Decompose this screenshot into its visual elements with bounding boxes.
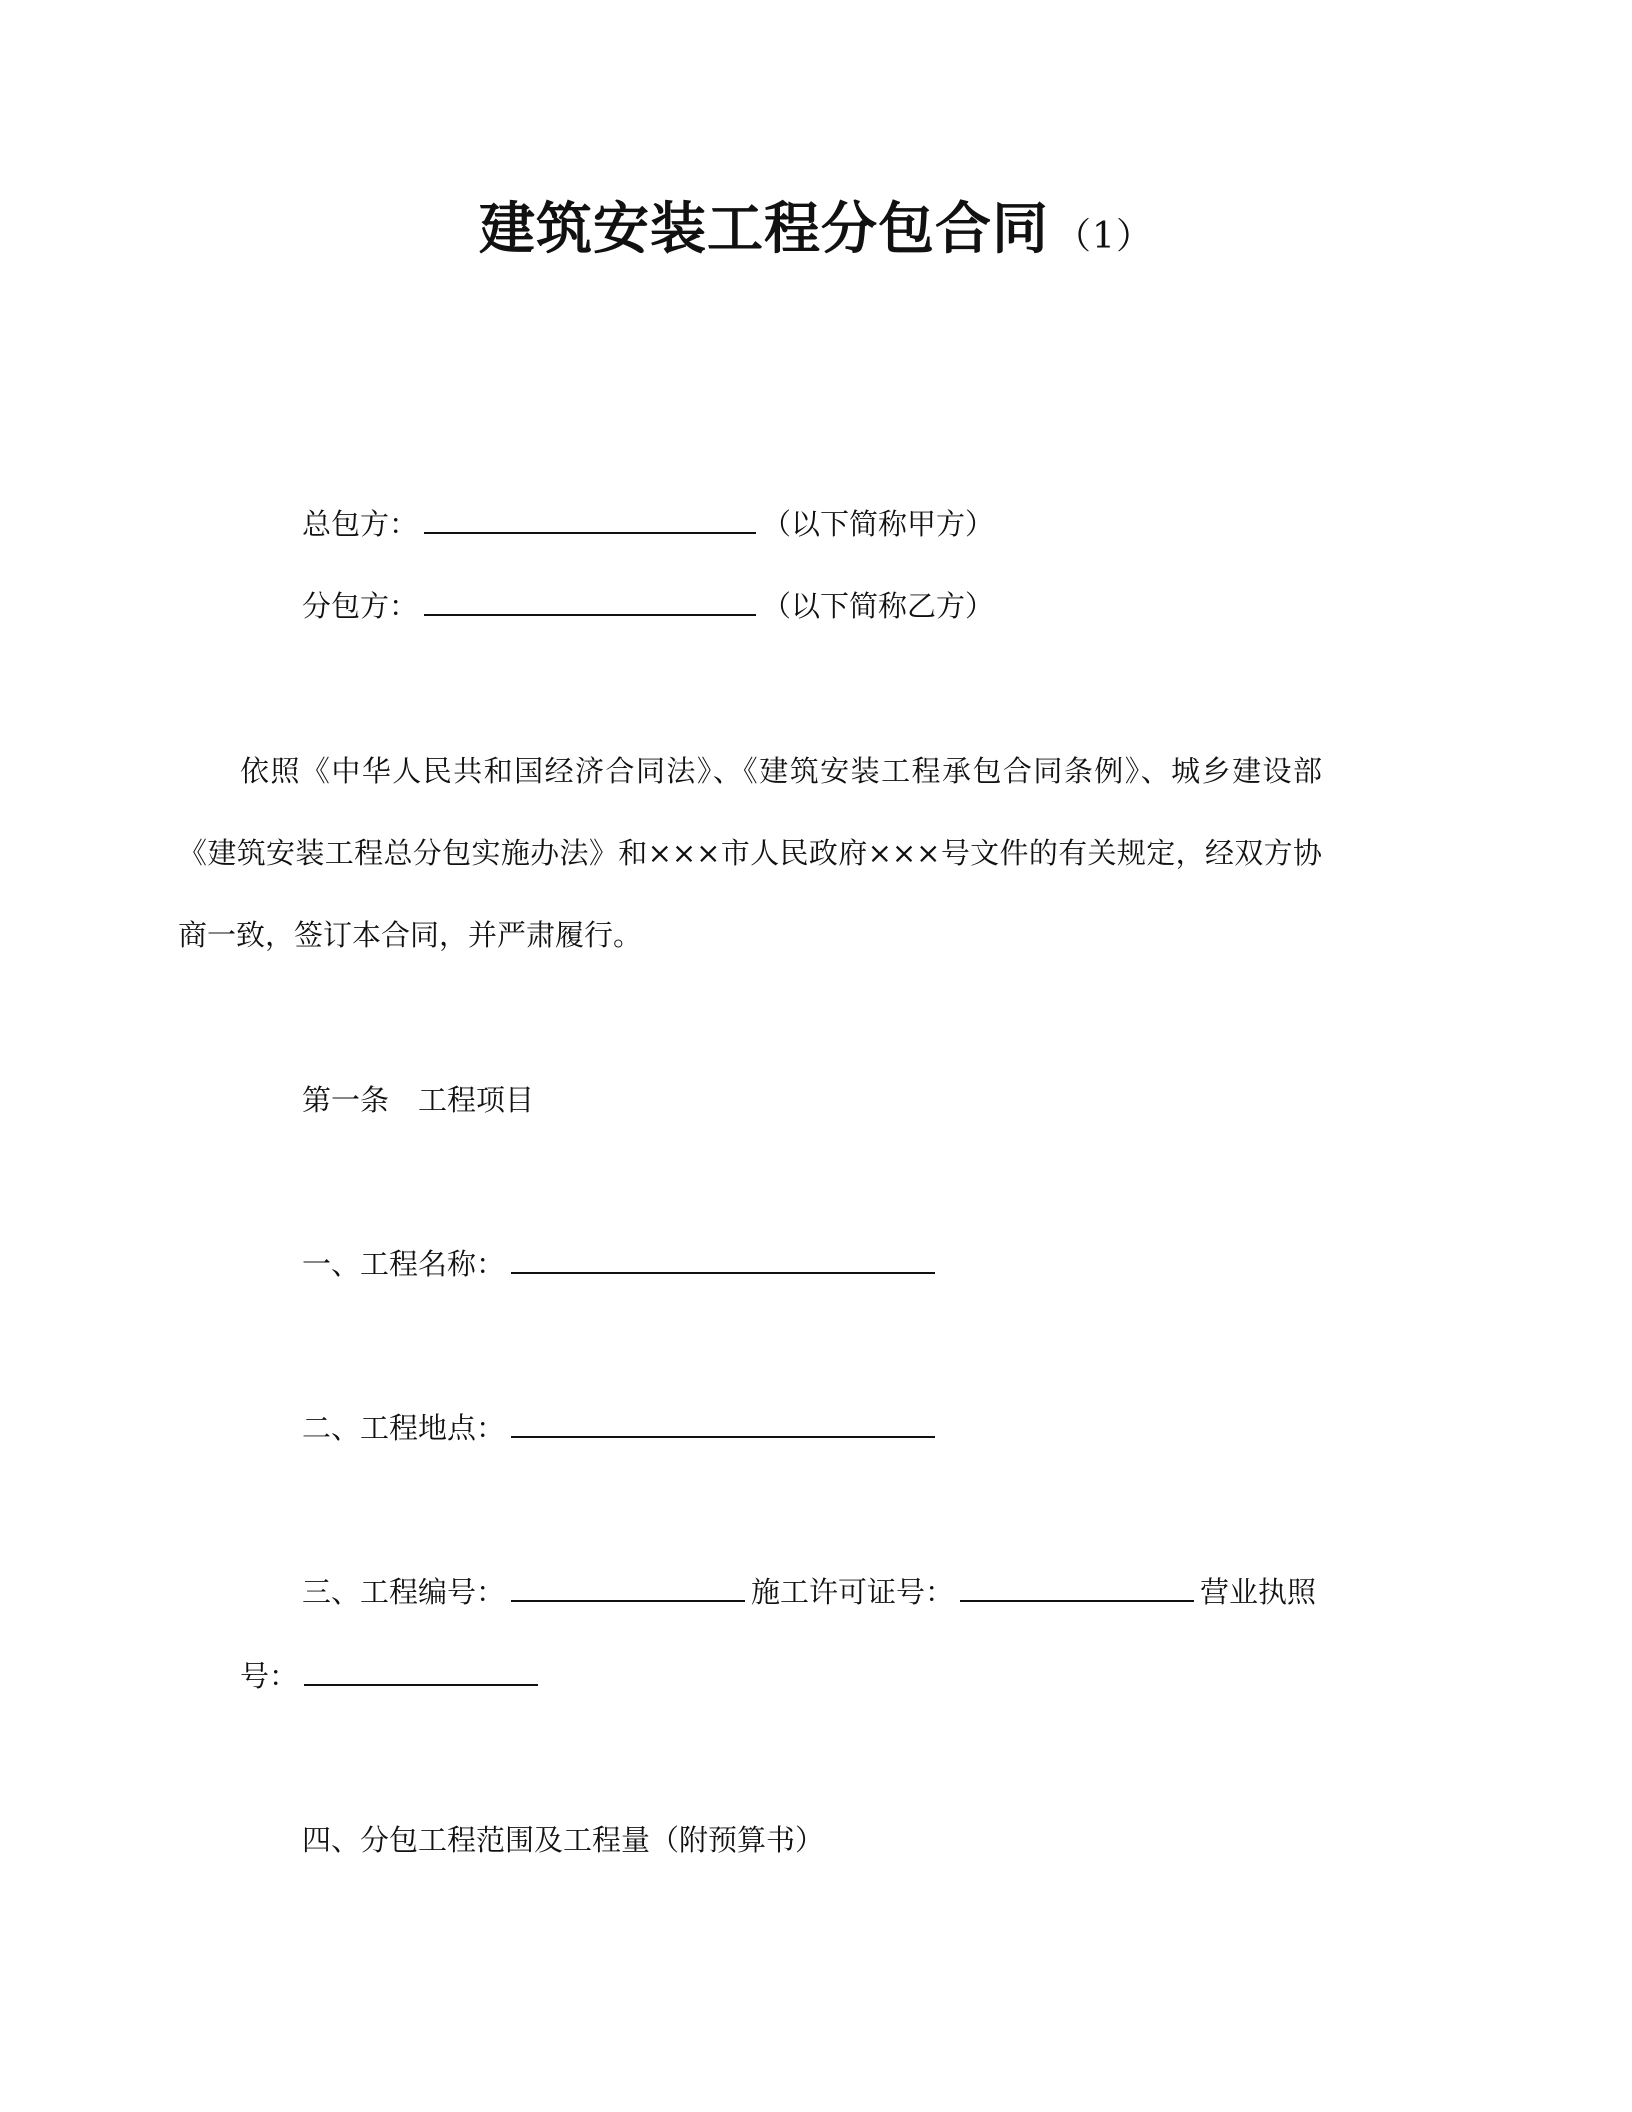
- subcontractor-blank: [424, 584, 756, 616]
- article1-heading: 第一条 工程项目: [302, 1083, 535, 1117]
- general-contractor-label: 总包方：: [302, 507, 419, 541]
- project-name-blank: [511, 1242, 935, 1274]
- permit-number-label: 施工许可证号：: [751, 1575, 955, 1609]
- subcontractor-label: 分包方：: [302, 589, 419, 623]
- project-number-label: 三、工程编号：: [302, 1575, 506, 1609]
- project-location-blank: [511, 1406, 935, 1438]
- business-license-line: [240, 1654, 544, 1698]
- project-location-line: [302, 1406, 941, 1450]
- project-name-line: [302, 1242, 941, 1286]
- preamble-paragraph: 依照《中华人民共和国经济合同法》、《建筑安装工程承包合同条例》、城乡建设部《建筑安装工程总分包实施办法》和×××市人民政府×××号文件的有关规定，经双方协商一致，签订本合同，并严肃履行。: [178, 754, 1322, 952]
- business-license-label-cont: 号：: [240, 1659, 299, 1693]
- business-license-blank: [304, 1654, 538, 1686]
- project-number-blank: [511, 1570, 745, 1602]
- project-number-line: [302, 1570, 1316, 1614]
- title-text: 建筑安装工程分包合同: [479, 197, 1050, 262]
- document-title: [0, 190, 1632, 277]
- project-location-label: 二、工程地点：: [302, 1411, 506, 1445]
- permit-number-blank: [960, 1570, 1194, 1602]
- subcontract-scope-heading: 四、分包工程范围及工程量（附预算书）: [302, 1823, 825, 1857]
- general-contractor-blank: [424, 502, 756, 534]
- business-license-label: 营业执照: [1200, 1575, 1317, 1609]
- subcontractor-line: [302, 584, 994, 628]
- general-contractor-note: （以下简称甲方）: [762, 507, 995, 541]
- general-contractor-line: [302, 502, 994, 546]
- project-name-label: 一、工程名称：: [302, 1247, 506, 1281]
- subcontractor-note: （以下简称乙方）: [762, 589, 995, 623]
- title-suffix: （1）: [1055, 216, 1153, 257]
